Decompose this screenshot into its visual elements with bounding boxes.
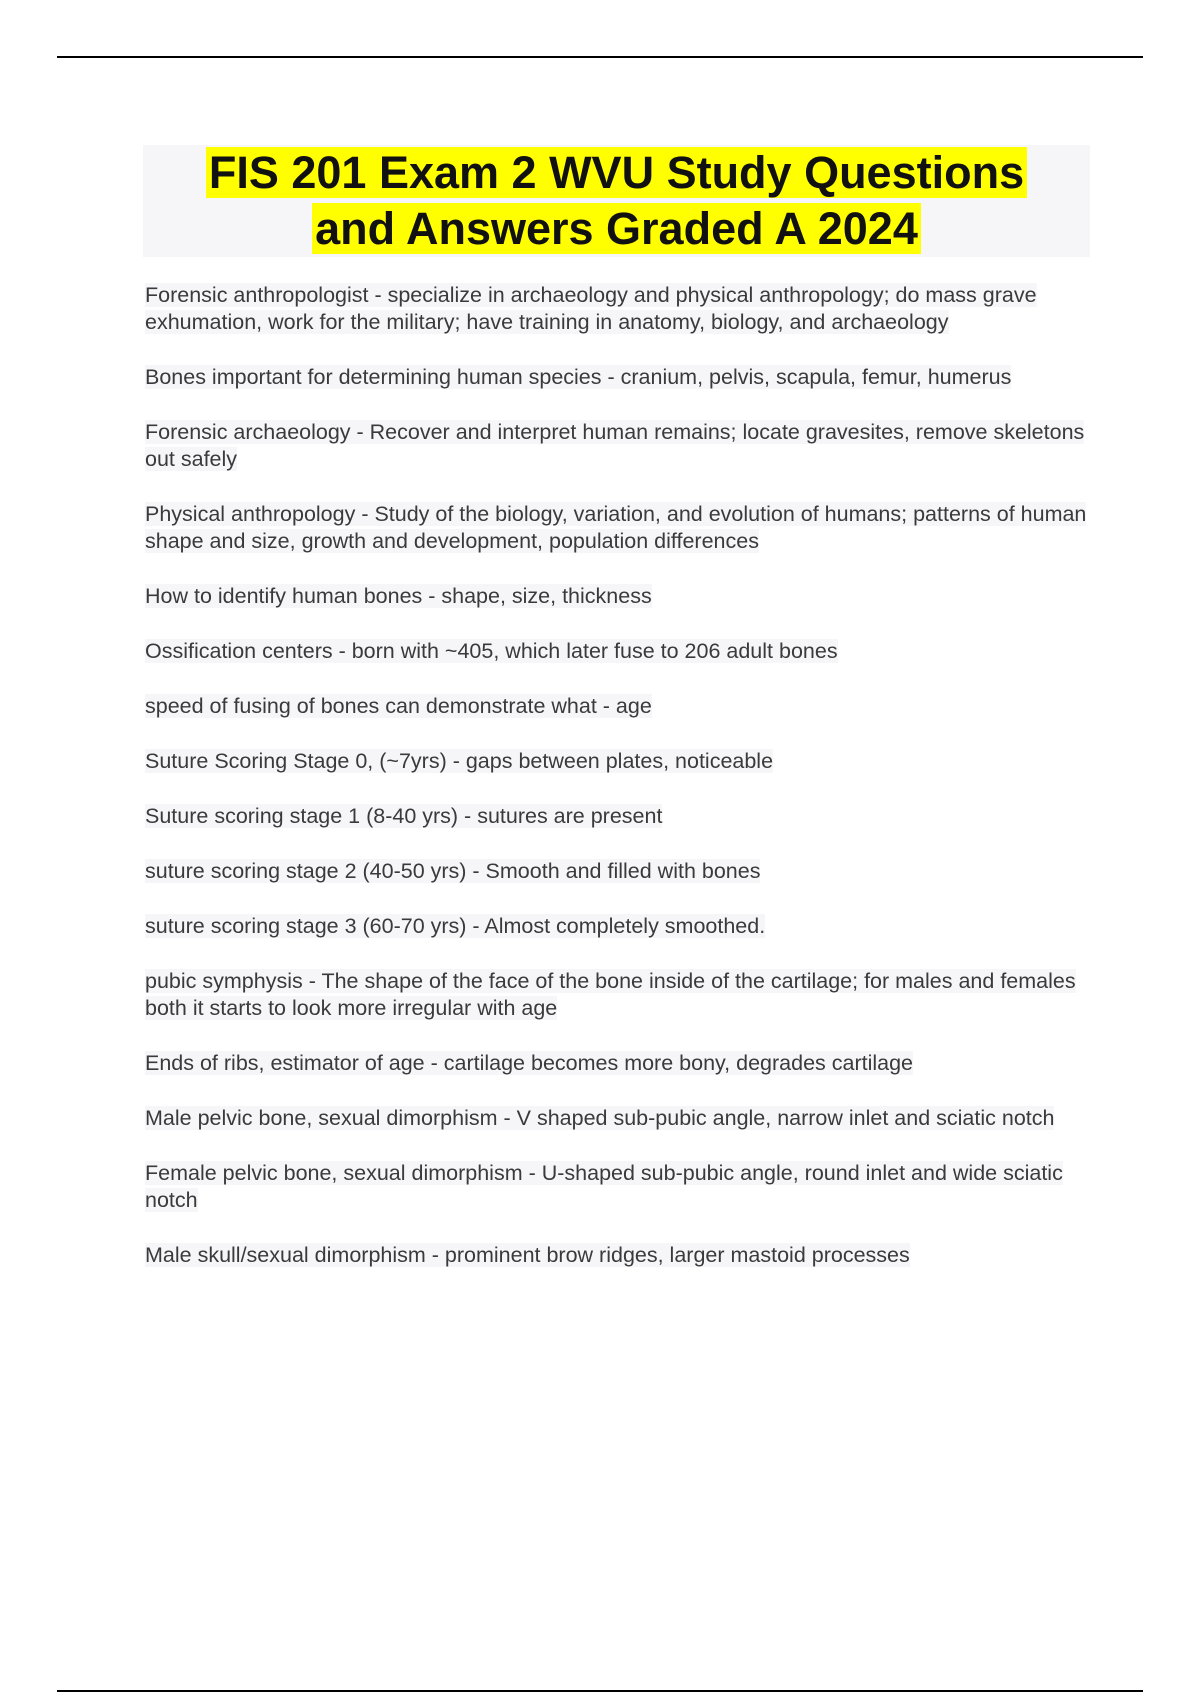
qa-item	[145, 913, 1095, 940]
qa-item	[145, 968, 1095, 1022]
qa-item	[145, 803, 1095, 830]
qa-text: suture scoring stage 2 (40-50 yrs) - Smooth and filled with bones	[145, 859, 761, 883]
qa-text: Physical anthropology - Study of the biology, variation, and evolution of humans; patterns of human shape and size, growth and development, population differences	[145, 502, 1087, 553]
title-line-1: FIS 201 Exam 2 WVU Study Questions	[206, 147, 1027, 198]
qa-text: How to identify human bones - shape, size, thickness	[145, 584, 652, 608]
top-rule	[57, 56, 1143, 58]
document-title	[206, 145, 1027, 257]
qa-item	[145, 1105, 1095, 1132]
qa-text: Forensic anthropologist - specialize in archaeology and physical anthropology; do mass grave exhumation, work for the military; have training in anatomy, biology, and archaeology	[145, 283, 1037, 334]
qa-item	[145, 501, 1095, 555]
qa-item	[145, 693, 1095, 720]
qa-item	[145, 364, 1095, 391]
qa-item	[145, 1242, 1095, 1269]
qa-item	[145, 282, 1095, 336]
qa-text: Bones important for determining human species - cranium, pelvis, scapula, femur, humerus	[145, 365, 1012, 389]
qa-item	[145, 748, 1095, 775]
qa-item	[145, 419, 1095, 473]
qa-text: Ossification centers - born with ~405, which later fuse to 206 adult bones	[145, 639, 838, 663]
qa-item	[145, 638, 1095, 665]
qa-text: Male pelvic bone, sexual dimorphism - V shaped sub-pubic angle, narrow inlet and sciatic notch	[145, 1106, 1055, 1130]
qa-list	[145, 282, 1095, 1297]
qa-text: Suture scoring stage 1 (8-40 yrs) - sutures are present	[145, 804, 663, 828]
qa-text: speed of fusing of bones can demonstrate what - age	[145, 694, 652, 718]
qa-text: Forensic archaeology - Recover and interpret human remains; locate gravesites, remove skeletons out safely	[145, 420, 1085, 471]
title-line-2: and Answers Graded A 2024	[312, 203, 921, 254]
bottom-rule	[57, 1690, 1143, 1692]
qa-item	[145, 1160, 1095, 1214]
qa-item	[145, 1050, 1095, 1077]
qa-text: Suture Scoring Stage 0, (~7yrs) - gaps between plates, noticeable	[145, 749, 774, 773]
qa-item	[145, 583, 1095, 610]
qa-item	[145, 858, 1095, 885]
title-block	[143, 145, 1090, 257]
qa-text: Male skull/sexual dimorphism - prominent brow ridges, larger mastoid processes	[145, 1243, 910, 1267]
qa-text: Female pelvic bone, sexual dimorphism - U-shaped sub-pubic angle, round inlet and wide sciatic notch	[145, 1161, 1063, 1212]
qa-text: Ends of ribs, estimator of age - cartilage becomes more bony, degrades cartilage	[145, 1051, 914, 1075]
qa-text: pubic symphysis - The shape of the face of the bone inside of the cartilage; for males and females both it starts to look more irregular with age	[145, 969, 1076, 1020]
qa-text: suture scoring stage 3 (60-70 yrs) - Almost completely smoothed.	[145, 914, 766, 938]
